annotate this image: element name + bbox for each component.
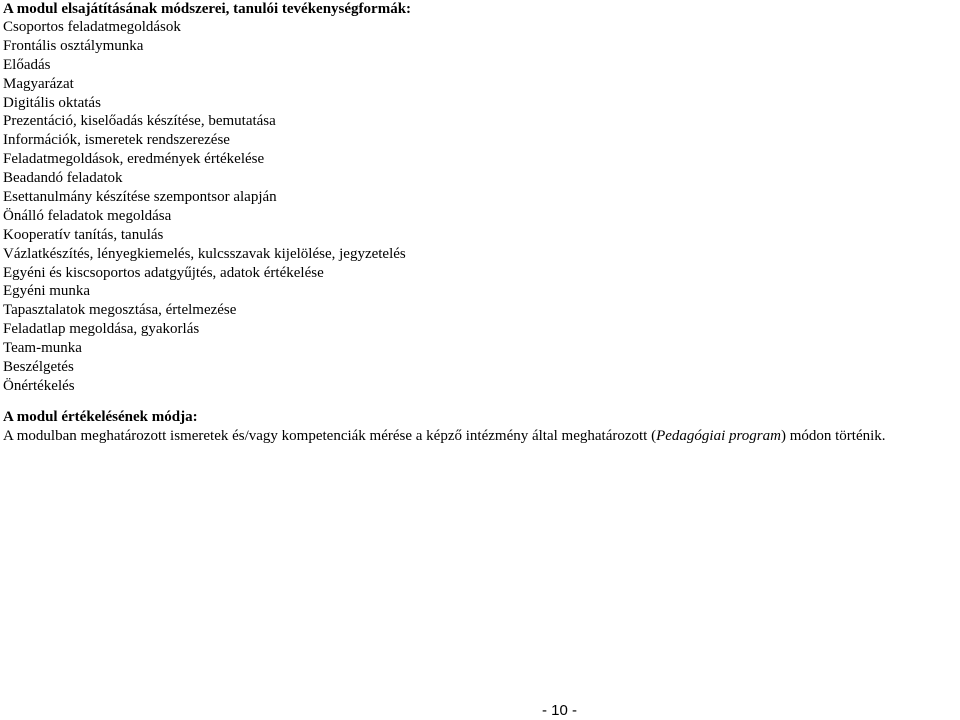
evaluation-program-name: Pedagógiai program xyxy=(656,428,781,444)
evaluation-heading: A modul értékelésének módja: xyxy=(3,409,198,425)
list-item: Egyéni és kiscsoportos adatgyűjtés, adatok értékelése xyxy=(3,264,324,281)
evaluation-text-start: A modulban meghatározott ismeretek és/vagy kompetenciák mérése a képző intézmény által meghatározott ( xyxy=(3,428,657,444)
list-item: Tapasztalatok megosztása, értelmezése xyxy=(3,302,237,319)
list-item: Vázlatkészítés, lényegkiemelés, kulcsszavak kijelölése, jegyzetelés xyxy=(3,245,406,262)
list-item: Prezentáció, kiselőadás készítése, bemutatása xyxy=(3,113,276,130)
evaluation-text-end: ) módon történik. xyxy=(780,428,886,444)
list-item: Team-munka xyxy=(3,340,82,357)
list-item: Önértékelés xyxy=(3,377,75,394)
methods-heading: A modul elsajátításának módszerei, tanulói tevékenységformák: xyxy=(3,1,412,17)
methods-list xyxy=(3,18,406,396)
list-item: Önálló feladatok megoldása xyxy=(3,207,172,224)
list-item: Beszélgetés xyxy=(3,359,74,376)
list-item: Esettanulmány készítése szempontsor alapján xyxy=(3,189,277,206)
list-item: Feladatlap megoldása, gyakorlás xyxy=(3,321,200,338)
evaluation-text xyxy=(3,427,886,445)
list-item: Digitális oktatás xyxy=(3,94,101,111)
list-item: Előadás xyxy=(3,56,51,73)
list-item: Magyarázat xyxy=(3,75,74,92)
list-item: Feladatmegoldások, eredmények értékelése xyxy=(3,151,265,168)
list-item: Kooperatív tanítás, tanulás xyxy=(3,226,164,243)
page-number: - 10 - xyxy=(542,702,578,719)
list-item: Információk, ismeretek rendszerezése xyxy=(3,132,230,149)
list-item: Frontális osztálymunka xyxy=(3,37,144,54)
list-item: Csoportos feladatmegoldások xyxy=(3,19,181,35)
list-item: Beadandó feladatok xyxy=(3,170,123,187)
list-item: Egyéni munka xyxy=(3,283,91,300)
